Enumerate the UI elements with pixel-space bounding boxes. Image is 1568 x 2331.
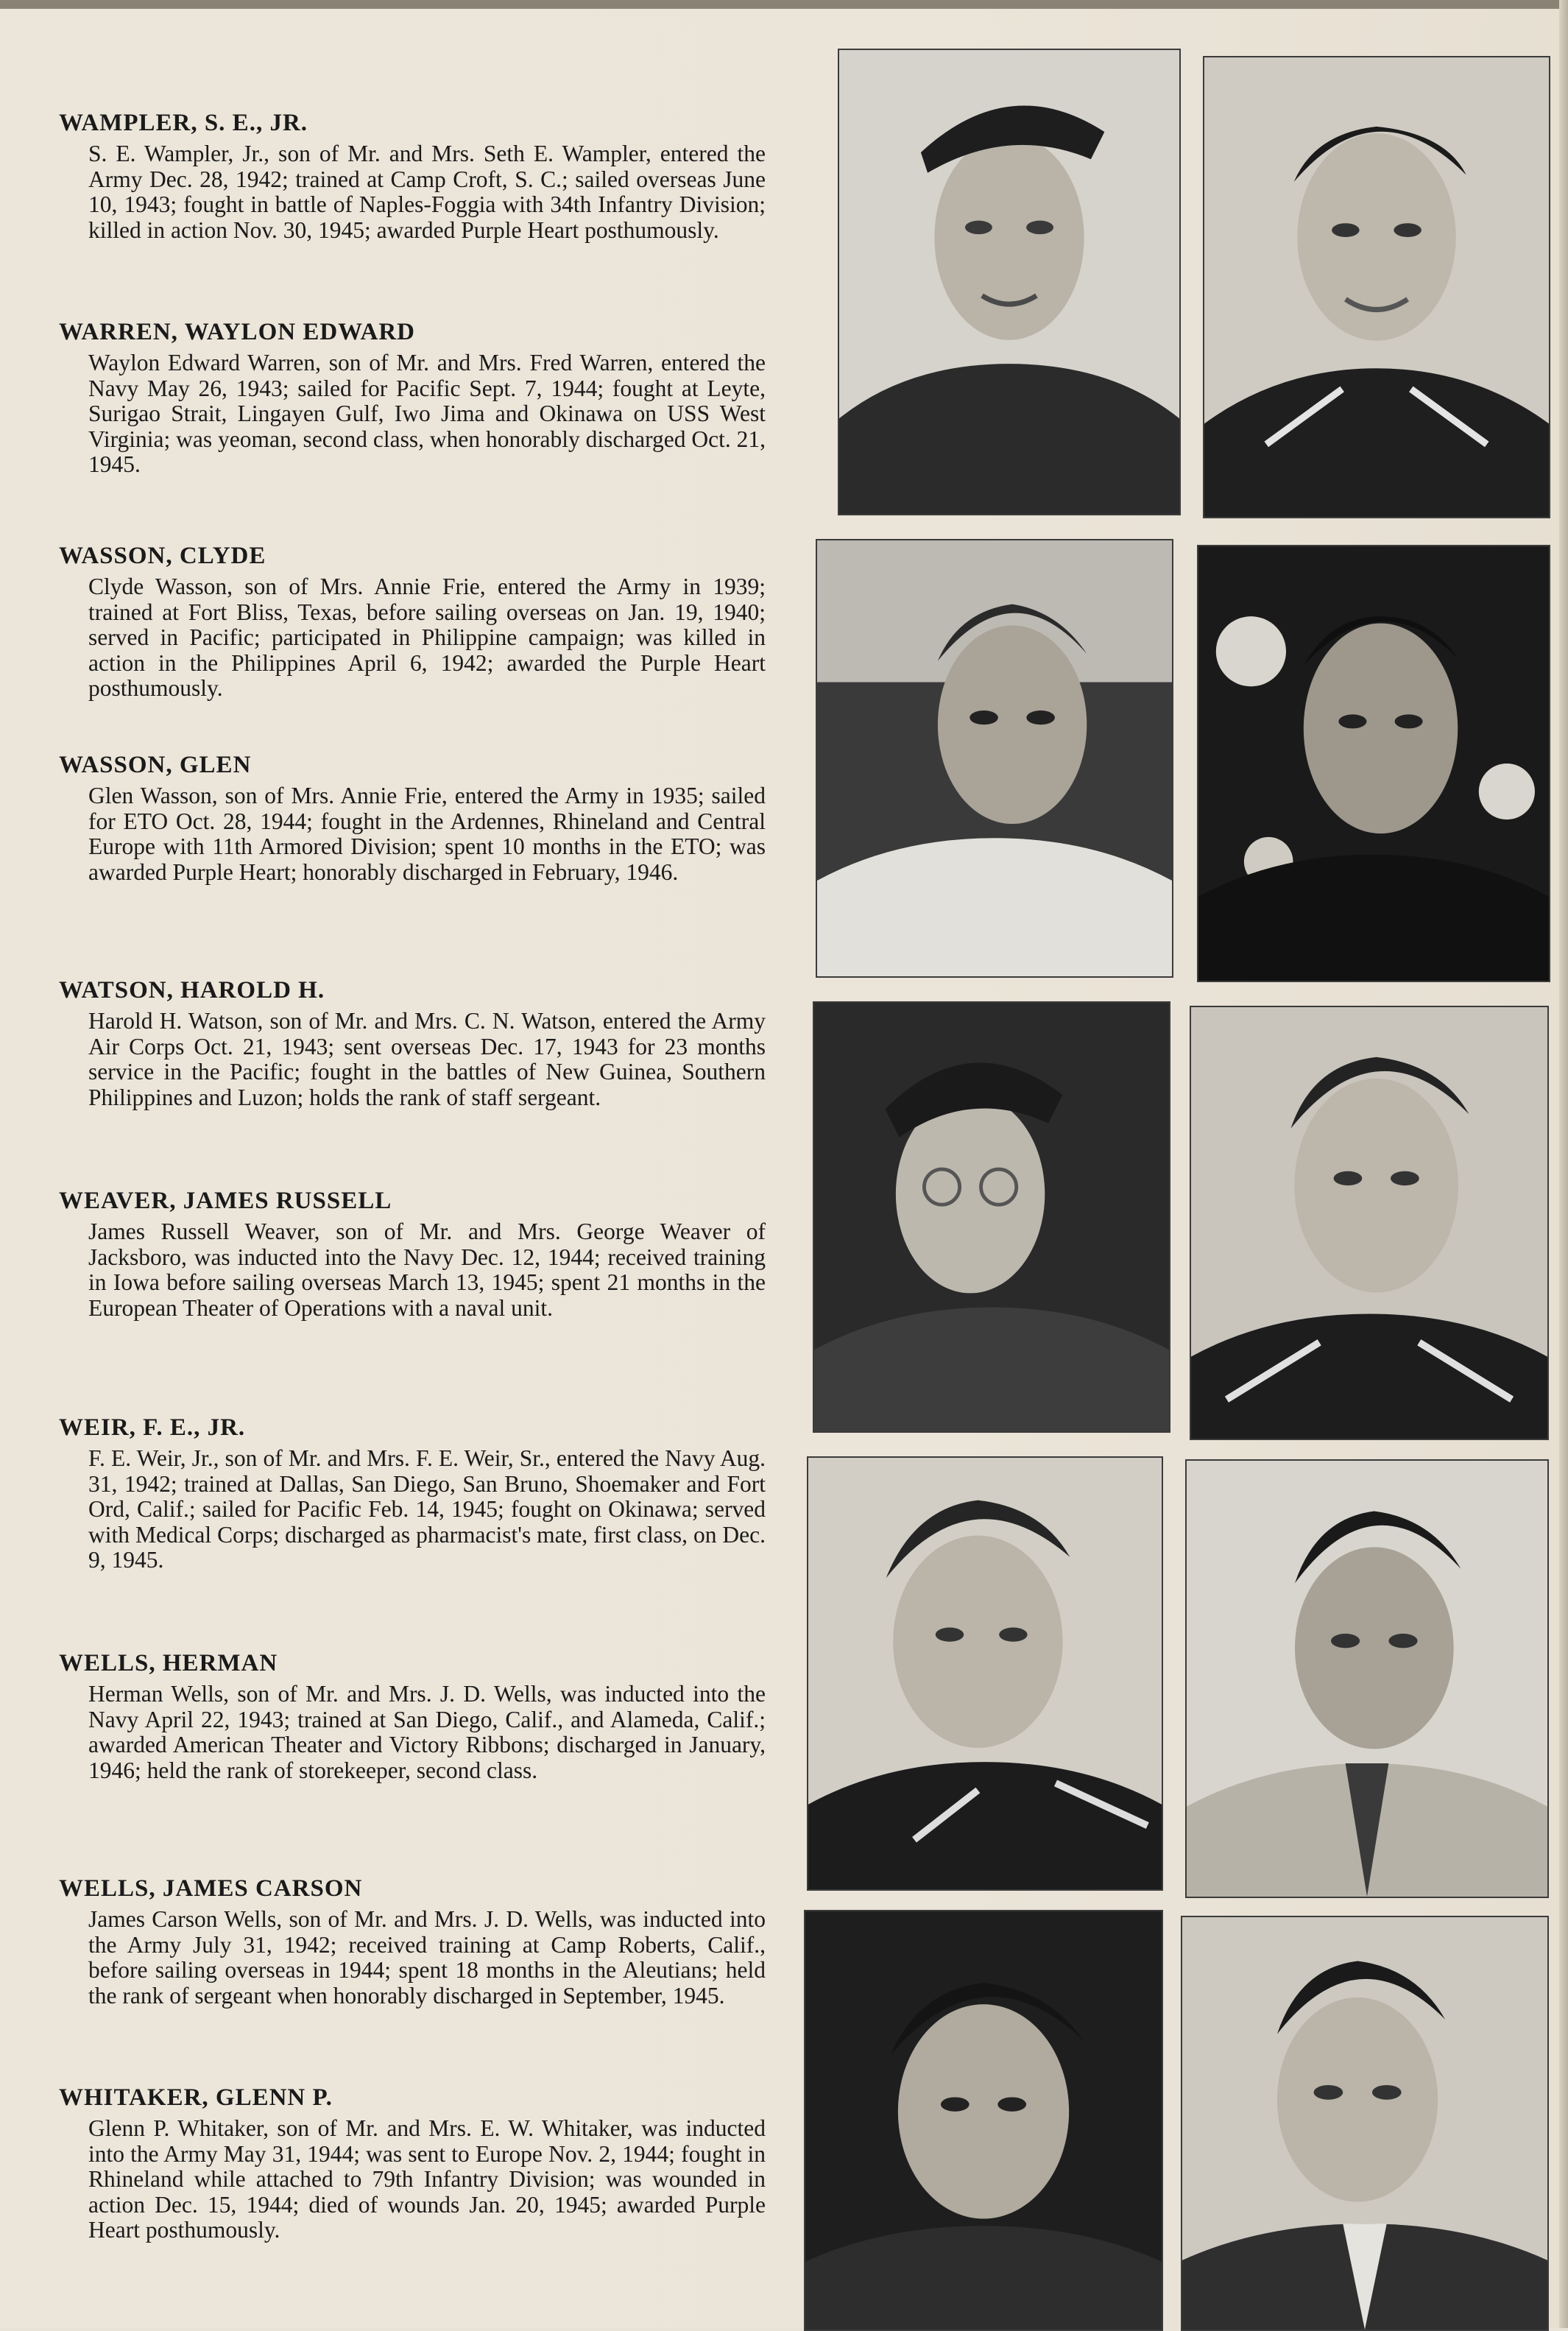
- entry-text: S. E. Wampler, Jr., son of Mr. and Mrs. Seth E. Wampler, entered the Army Dec. 28, 1942; trained at Camp Croft, S. C.; sailed overseas June 10, 1943; fought in battle of Naples-Foggia with 34th Infantry Division; killed in action Nov. 30, 1945; awarded Purple Heart posthumously.: [88, 141, 766, 243]
- entry-wampler: [59, 109, 766, 243]
- entry-name: WARREN, WAYLON EDWARD: [59, 319, 415, 345]
- page-right-edge: [1559, 0, 1568, 2328]
- entry-name: WASSON, GLEN: [59, 752, 252, 778]
- entry-text: Clyde Wasson, son of Mrs. Annie Frie, entered the Army in 1939; trained at Fort Bliss, Texas, before sailing overseas on Jan. 19, 1940; served in Pacific; participated in Philippine campaign; was killed in action in the Philippines April 6, 1942; awarded the Purple Heart posthumously.: [88, 574, 766, 701]
- entry-name: WEIR, F. E., JR.: [59, 1414, 246, 1441]
- portrait-photo-wells-herman: [1185, 1459, 1549, 1898]
- entry-weaver: [59, 1187, 766, 1321]
- entry-name: WATSON, HAROLD H.: [59, 977, 325, 1004]
- entry-name: WASSON, CLYDE: [59, 543, 266, 569]
- entry-text: Herman Wells, son of Mr. and Mrs. J. D. Wells, was inducted into the Navy April 22, 1943; trained at San Diego, Calif., and Alameda, Calif.; awarded American Theater and Victory Ribbons; discharged in January, 1946; held the rank of storekeeper, second class.: [88, 1681, 766, 1783]
- entry-name: WELLS, HERMAN: [59, 1650, 278, 1676]
- entry-text: James Russell Weaver, son of Mr. and Mrs. George Weaver of Jacksboro, was inducted into the Navy Dec. 12, 1944; received training in Iowa before sailing overseas March 13, 1945; spent 21 months in the European Theater of Operations with a naval unit.: [88, 1219, 766, 1321]
- portrait-photo-weaver: [1190, 1006, 1549, 1440]
- portrait-photo-whitaker: [1181, 1916, 1549, 2331]
- entry-text: Glen Wasson, son of Mrs. Annie Frie, entered the Army in 1935; sailed for ETO Oct. 28, 1944; fought in the Ardennes, Rhineland and Central Europe with 11th Armored Division; spent 10 months in the ETO; was awarded Purple Heart; honorably discharged in February, 1946.: [88, 783, 766, 885]
- portrait-photo-wampler: [838, 49, 1181, 515]
- entry-name: WAMPLER, S. E., JR.: [59, 110, 308, 136]
- portrait-photo-watson: [813, 1001, 1170, 1433]
- entry-text: Waylon Edward Warren, son of Mr. and Mrs. Fred Warren, entered the Navy May 26, 1943; sailed for Pacific Sept. 7, 1944; fought at Leyte, Surigao Strait, Lingayen Gulf, Iwo Jima and Okinawa on USS West Virginia; was yeoman, second class, when honorably discharged Oct. 21, 1945.: [88, 350, 766, 477]
- entry-text: Glenn P. Whitaker, son of Mr. and Mrs. E. W. Whitaker, was inducted into the Army May 31, 1944; was sent to Europe Nov. 2, 1944; fought in Rhineland while attached to 79th Infantry Division; was wounded in action Dec. 15, 1944; died of wounds Jan. 20, 1945; awarded Purple Heart posthumously.: [88, 2115, 766, 2243]
- entry-weir: [59, 1414, 766, 1573]
- entry-name: WHITAKER, GLENN P.: [59, 2084, 333, 2111]
- portrait-photo-weir: [807, 1456, 1163, 1891]
- entry-name: WEAVER, JAMES RUSSELL: [59, 1188, 392, 1214]
- entry-whitaker: [59, 2084, 766, 2243]
- entry-text: F. E. Weir, Jr., son of Mr. and Mrs. F. E. Weir, Sr., entered the Navy Aug. 31, 1942; trained at Dallas, San Diego, San Bruno, Shoemaker and Fort Ord, Calif.; sailed for Pacific Feb. 14, 1945; fought on Okinawa; served with Medical Corps; discharged as pharmacist's mate, first class, on Dec. 9, 1945.: [88, 1445, 766, 1573]
- page-top-edge: [0, 0, 1568, 9]
- portrait-photo-wasson-clyde: [816, 539, 1173, 978]
- portrait-photo-wells-james: [804, 1910, 1163, 2331]
- entry-name: WELLS, JAMES CARSON: [59, 1875, 363, 1902]
- entry-wells-james: [59, 1875, 766, 2009]
- portrait-photo-warren: [1203, 56, 1550, 518]
- entry-wasson-glen: [59, 751, 766, 885]
- entry-warren: [59, 318, 766, 478]
- entry-text: James Carson Wells, son of Mr. and Mrs. J. D. Wells, was inducted into the Army July 31, 1942; received training at Camp Roberts, Calif., before sailing overseas in 1944; spent 18 months in the Aleutians; held the rank of sergeant when honorably discharged in September, 1945.: [88, 1906, 766, 2009]
- entry-watson: [59, 976, 766, 1110]
- portrait-photo-wasson-glen: [1197, 545, 1550, 982]
- entry-text: Harold H. Watson, son of Mr. and Mrs. C. N. Watson, entered the Army Air Corps Oct. 21, 1943; sent overseas Dec. 17, 1943 for 23 months service in the Pacific; fought in the battles of New Guinea, Southern Philippines and Luzon; holds the rank of staff sergeant.: [88, 1008, 766, 1110]
- entry-wasson-clyde: [59, 542, 766, 702]
- entry-wells-herman: [59, 1649, 766, 1783]
